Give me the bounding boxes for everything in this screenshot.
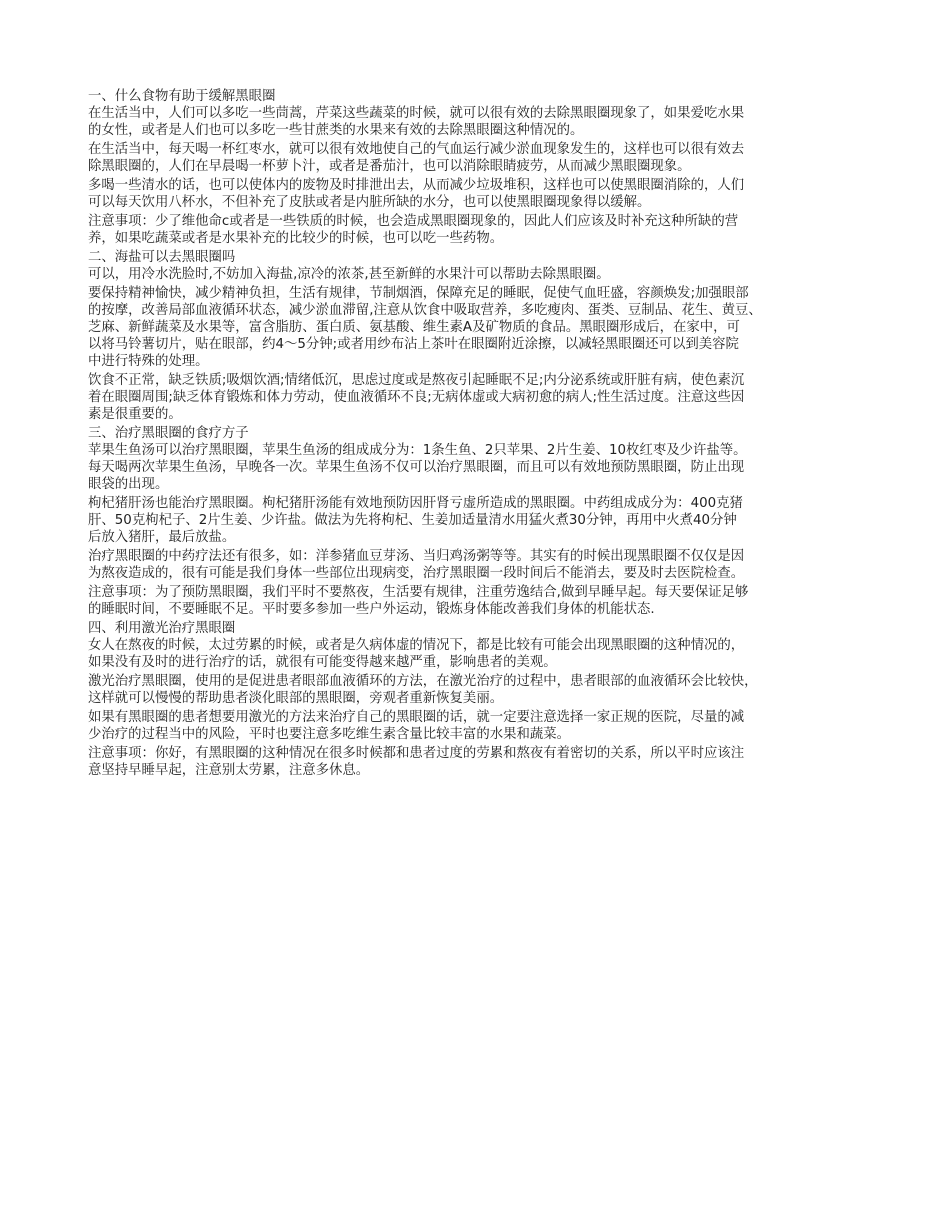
paragraph-line: 如果有黑眼圈的患者想要用激光的方法来治疗自己的黑眼圈的话，就一定要注意选择一家正规的医院，尽量的减 — [88, 710, 745, 725]
paragraph-line: 枸杞猪肝汤也能治疗黑眼圈。枸杞猪肝汤能有效地预防因肝肾亏虚所造成的黑眼圈。中药组成成分为：400克猪 — [88, 496, 743, 511]
paragraph — [88, 442, 866, 493]
paragraph — [88, 709, 866, 743]
paragraph — [88, 372, 866, 423]
paragraph-line: 养，如果吃蔬菜或者是水果补充的比较少的时候，也可以吃一些药物。 — [88, 231, 504, 246]
paragraph-line: 饮食不正常，缺乏铁质;吸烟饮酒;情绪低沉，思虑过度或是熬夜引起睡眠不足;内分泌系统或肝脏有病，使色素沉 — [88, 373, 745, 388]
paragraph-line: 如果没有及时的进行治疗的话，就很有可能变得越来越严重，影响患者的美观。 — [88, 655, 557, 670]
paragraph — [88, 584, 866, 618]
paragraph — [88, 673, 866, 707]
section-heading: 二、海盐可以去黑眼圈吗 — [88, 250, 236, 265]
paragraph-line: 除黑眼圈的，人们在早晨喝一杯萝卜汁，或者是番茄汁，也可以消除眼睛疲劳，从而减少黑眼圈现象。 — [88, 159, 691, 174]
paragraph-line: 芝麻、新鲜蔬菜及水果等，富含脂肪、蛋白质、氨基酸、维生素A及矿物质的食品。黑眼圈形成后，在家中，可 — [88, 320, 740, 335]
section-heading: 一、什么食物有助于缓解黑眼圈 — [88, 89, 276, 104]
paragraph-line: 的女性，或者是人们也可以多吃一些甘蔗类的水果来有效的去除黑眼圈这种情况的。 — [88, 123, 584, 138]
paragraph-line: 肝、50克枸杞子、2片生姜、少许盐。做法为先将枸杞、生姜加适量清水用猛火煮30分钟，再用中火煮40分钟 — [88, 513, 737, 528]
paragraph-line: 激光治疗黑眼圈，使用的是促进患者眼部血液循环的方法，在激光治疗的过程中，患者眼部的血液循环会比较快， — [88, 674, 758, 689]
paragraph-line: 苹果生鱼汤可以治疗黑眼圈，苹果生鱼汤的组成成分为：1条生鱼、2只苹果、2片生姜、10枚红枣及少许盐等。 — [88, 443, 747, 458]
paragraph-line: 女人在熬夜的时候，太过劳累的时候，或者是久病体虚的情况下，都是比较有可能会出现黑眼圈的这种情况的， — [88, 638, 745, 653]
paragraph-line: 中进行特殊的处理。 — [88, 354, 209, 369]
paragraph-line: 注意事项：你好，有黑眼圈的这种情况在很多时候都和患者过度的劳累和熬夜有着密切的关系，所以平时应该注 — [88, 746, 745, 761]
paragraph-line: 要保持精神愉快，减少精神负担，生活有规律，节制烟酒，保障充足的睡眠，促使气血旺盛，容颜焕发;加强眼部 — [88, 286, 749, 301]
paragraph-line: 注意事项：少了维他命c或者是一些铁质的时候，也会造成黑眼圈现象的，因此人们应该及时补充这种所缺的营 — [88, 214, 739, 229]
paragraph-line: 后放入猪肝，最后放盐。 — [88, 530, 236, 545]
paragraph-line: 注意事项：为了预防黑眼圈，我们平时不要熬夜，生活要有规律，注重劳逸结合,做到早睡早起。每天要保证足够 — [88, 585, 749, 600]
paragraph — [88, 548, 866, 582]
section-heading: 三、治疗黑眼圈的食疗方子 — [88, 426, 249, 441]
paragraph-line: 治疗黑眼圈的中药疗法还有很多，如：洋参猪血豆芽汤、当归鸡汤粥等等。其实有的时候出现黑眼圈不仅仅是因 — [88, 549, 745, 564]
paragraph-line: 为熬夜造成的，很有可能是我们身体一些部位出现病变，治疗黑眼圈一段时间后不能消去，要及时去医院检查。 — [88, 566, 745, 581]
paragraph-line: 以将马铃薯切片，贴在眼部，约4～5分钟;或者用纱布沾上茶叶在眼圈附近涂擦，以减轻黑眼圈还可以到美容院 — [88, 337, 739, 352]
paragraph — [88, 177, 866, 211]
paragraph-line: 可以，用冷水洗脸时,不妨加入海盐,凉冷的浓茶,甚至新鲜的水果汁可以帮助去除黑眼圈。 — [88, 267, 610, 282]
paragraph-line: 多喝一些清水的话，也可以使体内的废物及时排泄出去，从而减少垃圾堆积，这样也可以使黑眼圈消除的，人们 — [88, 178, 745, 193]
paragraph — [88, 285, 866, 370]
paragraph-line: 可以每天饮用八杯水，不但补充了皮肤或者是内脏所缺的水分，也可以使黑眼圈现象得以缓解。 — [88, 195, 651, 210]
paragraph-line: 这样就可以慢慢的帮助患者淡化眼部的黑眼圈，旁观者重新恢复美丽。 — [88, 691, 504, 706]
paragraph-line: 在生活当中，人们可以多吃一些茼蒿，芹菜这些蔬菜的时候，就可以很有效的去除黑眼圈现象了，如果爱吃水果 — [88, 106, 745, 121]
paragraph-line: 少治疗的过程当中的风险，平时也要注意多吃维生素含量比较丰富的水果和蔬菜。 — [88, 727, 571, 742]
paragraph — [88, 745, 866, 779]
paragraph-line: 的睡眠时间，不要睡眠不足。平时要多参加一些户外运动，锻炼身体能改善我们身体的机能状态. — [88, 602, 655, 617]
paragraph-line: 眼袋的出现。 — [88, 477, 169, 492]
paragraph-line: 素是很重要的。 — [88, 407, 182, 422]
paragraph — [88, 141, 866, 175]
paragraph — [88, 213, 866, 247]
paragraph — [88, 105, 866, 139]
paragraph-line: 在生活当中，每天喝一杯红枣水，就可以很有效地使自己的气血运行减少淤血现象发生的，这样也可以很有效去 — [88, 142, 745, 157]
paragraph-line: 意坚持早睡早起，注意别太劳累，注意多休息。 — [88, 763, 370, 778]
paragraph-line: 着在眼圈周围;缺乏体育锻炼和体力劳动，使血液循环不良;无病体虚或大病初愈的病人;性生活过度。注意这些因 — [88, 390, 745, 405]
paragraph-line: 的按摩，改善局部血液循环状态，减少淤血滞留,注意从饮食中吸取营养，多吃瘦肉、蛋类、豆制品、花生、黄豆、 — [88, 303, 762, 318]
paragraph-line: 每天喝两次苹果生鱼汤，早晚各一次。苹果生鱼汤不仅可以治疗黑眼圈，而且可以有效地预防黑眼圈，防止出现 — [88, 460, 745, 475]
paragraph — [88, 495, 866, 546]
section-heading: 四、利用激光治疗黑眼圈 — [88, 621, 236, 636]
article-body — [88, 88, 866, 781]
paragraph — [88, 637, 866, 671]
paragraph — [88, 266, 866, 283]
